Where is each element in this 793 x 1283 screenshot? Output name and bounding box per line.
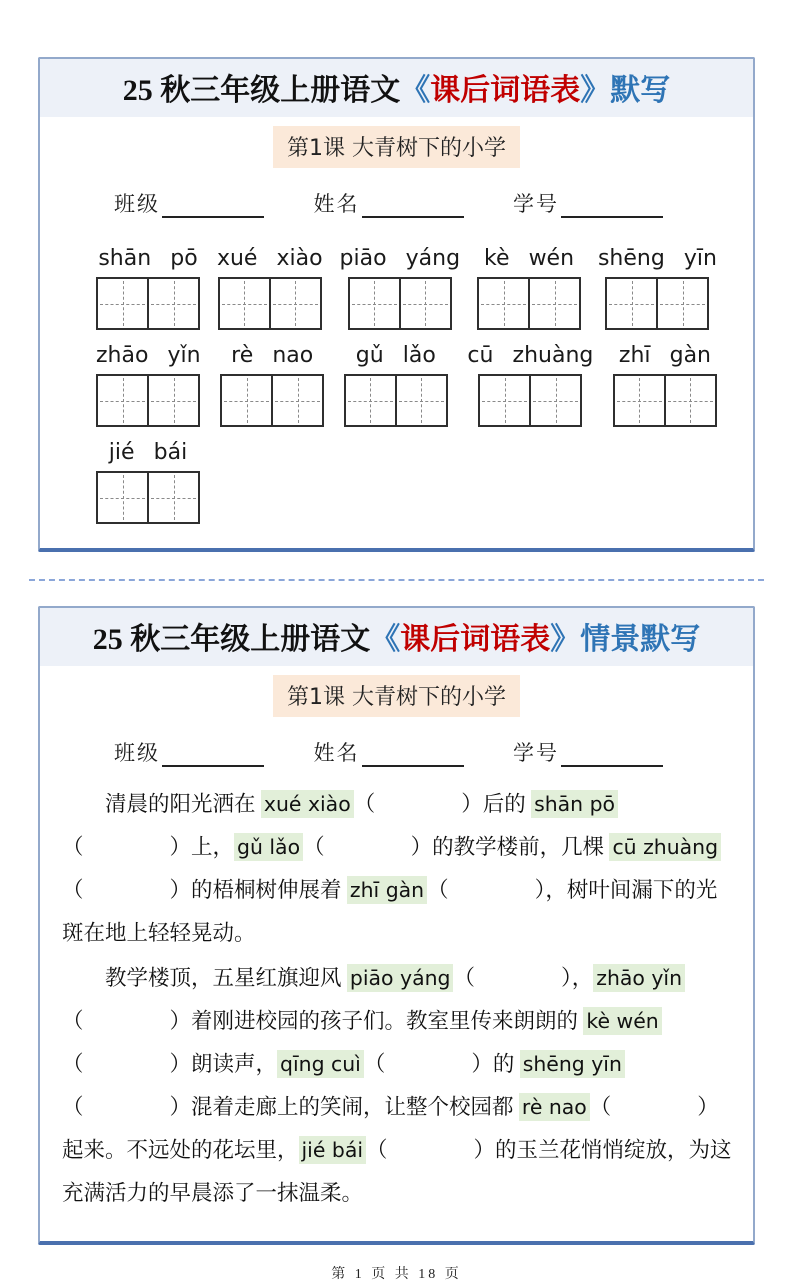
- pinyin-word: zhī gàn: [618, 343, 711, 368]
- student-id-blank-line: [561, 194, 663, 218]
- pinyin-word: zhāo yǐn: [96, 343, 201, 368]
- passage-text: （ ）朗读声，: [62, 1052, 278, 1076]
- writing-grid-cell: [272, 374, 324, 427]
- pinyin-word: gǔ lǎo: [355, 343, 436, 368]
- lesson-badge: 第1课 大青树下的小学: [273, 126, 520, 168]
- writing-grid-cell: [657, 277, 709, 330]
- pinyin-highlight: qīng cuì: [277, 1050, 364, 1078]
- name-label: 姓名: [313, 741, 360, 765]
- name-field: [314, 188, 464, 218]
- pinyin-highlight: cū zhuàng: [609, 833, 721, 861]
- worksheet-title: [40, 59, 753, 117]
- pinyin-word: kè wén: [483, 246, 575, 271]
- pinyin-highlight: zhāo yǐn: [593, 964, 685, 992]
- pinyin-highlight: shān pō: [531, 790, 618, 818]
- writing-grid: [220, 374, 324, 427]
- lesson-badge: 第1课 大青树下的小学: [273, 675, 520, 717]
- class-blank-line: [162, 743, 264, 767]
- student-id-label: 学号: [513, 741, 559, 765]
- title-bracket-close: 》: [550, 623, 581, 656]
- writing-grid-cell: [665, 374, 717, 427]
- writing-grid: [348, 277, 452, 330]
- class-field: [114, 188, 264, 218]
- word-group: [477, 246, 581, 330]
- writing-grid-cell: [96, 471, 148, 524]
- writing-grid-cell: [218, 277, 270, 330]
- passage-paragraph: [62, 783, 733, 955]
- writing-grid-cell: [605, 277, 657, 330]
- passage-text: （ ），树叶间漏下的光斑在地上轻轻晃动。: [62, 878, 718, 945]
- passage-text: （ ）混着走廊上的笑闹，让整个校园都: [62, 1095, 519, 1119]
- word-group: [598, 246, 717, 330]
- pinyin-highlight: piāo yáng: [347, 964, 454, 992]
- word-group: [217, 246, 323, 330]
- writing-grid: [96, 374, 200, 427]
- worksheet-title: [40, 608, 753, 666]
- pinyin-highlight: rè nao: [519, 1093, 590, 1121]
- writing-grid-cell: [400, 277, 452, 330]
- student-info-row: [40, 717, 753, 767]
- writing-grid: [344, 374, 448, 427]
- pinyin-highlight: shēng yīn: [520, 1050, 625, 1078]
- page-number: 第 1 页 共 18 页: [331, 1267, 462, 1282]
- writing-grid-cell: [148, 471, 200, 524]
- passage-paragraph: [62, 957, 733, 1215]
- passage-text: （ ）上，: [62, 835, 235, 859]
- pinyin-highlight: xué xiào: [261, 790, 354, 818]
- dictation-card: [38, 57, 755, 552]
- pinyin-word: shēng yīn: [597, 246, 717, 271]
- title-suffix: 默写: [610, 74, 671, 107]
- student-id-label: 学号: [513, 192, 559, 216]
- word-grid-area: [40, 218, 753, 548]
- name-blank-line: [362, 194, 464, 218]
- name-blank-line: [362, 743, 464, 767]
- passage-text: （ ）着刚进校园的孩子们。教室里传来朗朗的: [62, 1009, 584, 1033]
- writing-grid: [613, 374, 717, 427]
- student-info-row: [40, 168, 753, 218]
- passage-text: （ ）的梧桐树伸展着: [62, 878, 347, 902]
- student-id-field: [513, 188, 663, 218]
- class-field: [114, 737, 264, 767]
- title-suffix: 情景默写: [580, 623, 701, 656]
- student-id-blank-line: [561, 743, 663, 767]
- scene-dictation-card: [38, 606, 755, 1245]
- writing-grid-cell: [529, 277, 581, 330]
- word-group: [96, 343, 201, 427]
- passage-text: （ ）后的: [353, 792, 532, 816]
- pinyin-word: shān pō: [98, 246, 198, 271]
- pinyin-highlight: jié bái: [299, 1136, 367, 1164]
- student-id-field: [513, 737, 663, 767]
- pinyin-highlight: kè wén: [583, 1007, 661, 1035]
- writing-grid-cell: [344, 374, 396, 427]
- title-book-name: 课后词语表: [400, 623, 551, 656]
- name-label: 姓名: [313, 192, 360, 216]
- pinyin-word: jié bái: [108, 440, 188, 465]
- writing-grid: [96, 277, 200, 330]
- writing-grid-cell: [530, 374, 582, 427]
- passage-text: （ ）的玉兰花悄悄绽放，为这充满活力的早晨添了一抹温柔。: [62, 1138, 732, 1205]
- writing-grid: [218, 277, 322, 330]
- pinyin-word: xué xiào: [216, 246, 323, 271]
- writing-grid-cell: [96, 277, 148, 330]
- lesson-badge-row: [40, 675, 753, 717]
- writing-grid: [477, 277, 581, 330]
- writing-grid-cell: [96, 374, 148, 427]
- passage-text: （ ），: [453, 966, 594, 990]
- pinyin-word: cū zhuàng: [467, 343, 594, 368]
- writing-grid-cell: [148, 374, 200, 427]
- writing-grid-cell: [477, 277, 529, 330]
- writing-grid-cell: [396, 374, 448, 427]
- word-group: [220, 343, 324, 427]
- word-group: [96, 246, 200, 330]
- lesson-badge-row: [40, 126, 753, 168]
- page-cut-line: [29, 579, 764, 581]
- passage-text: （ ）的: [363, 1052, 520, 1076]
- title-bracket-open: 《: [400, 74, 431, 107]
- word-group: [340, 246, 461, 330]
- writing-grid: [478, 374, 582, 427]
- passage-text: 清晨的阳光洒在: [105, 792, 261, 816]
- pinyin-highlight: gǔ lǎo: [234, 833, 303, 861]
- word-row: [96, 343, 717, 427]
- writing-grid-cell: [148, 277, 200, 330]
- title-bracket-open: 《: [370, 623, 401, 656]
- pinyin-word: rè nao: [231, 343, 314, 368]
- scene-passage: [40, 767, 753, 1241]
- word-group: [467, 343, 593, 427]
- pinyin-word: piāo yáng: [339, 246, 461, 271]
- writing-grid: [96, 471, 200, 524]
- passage-text: （ ）的教学楼前，几棵: [303, 835, 610, 859]
- word-group: [96, 440, 200, 524]
- word-row: [96, 440, 717, 524]
- writing-grid: [605, 277, 709, 330]
- class-blank-line: [162, 194, 264, 218]
- title-prefix: 25 秋三年级上册语文: [122, 74, 401, 107]
- writing-grid-cell: [220, 374, 272, 427]
- class-label: 班级: [114, 741, 160, 765]
- pinyin-highlight: zhī gàn: [347, 876, 427, 904]
- writing-grid-cell: [613, 374, 665, 427]
- writing-grid-cell: [270, 277, 322, 330]
- writing-grid-cell: [478, 374, 530, 427]
- name-field: [314, 737, 464, 767]
- passage-text: 教学楼顶，五星红旗迎风: [105, 966, 347, 990]
- title-prefix: 25 秋三年级上册语文: [92, 623, 371, 656]
- word-group: [344, 343, 448, 427]
- title-book-name: 课后词语表: [430, 74, 581, 107]
- title-bracket-close: 》: [580, 74, 611, 107]
- class-label: 班级: [114, 192, 160, 216]
- passage-text: （ ）起来。不远处的花坛里，: [62, 1095, 719, 1162]
- writing-grid-cell: [348, 277, 400, 330]
- word-row: [96, 246, 717, 330]
- word-group: [613, 343, 717, 427]
